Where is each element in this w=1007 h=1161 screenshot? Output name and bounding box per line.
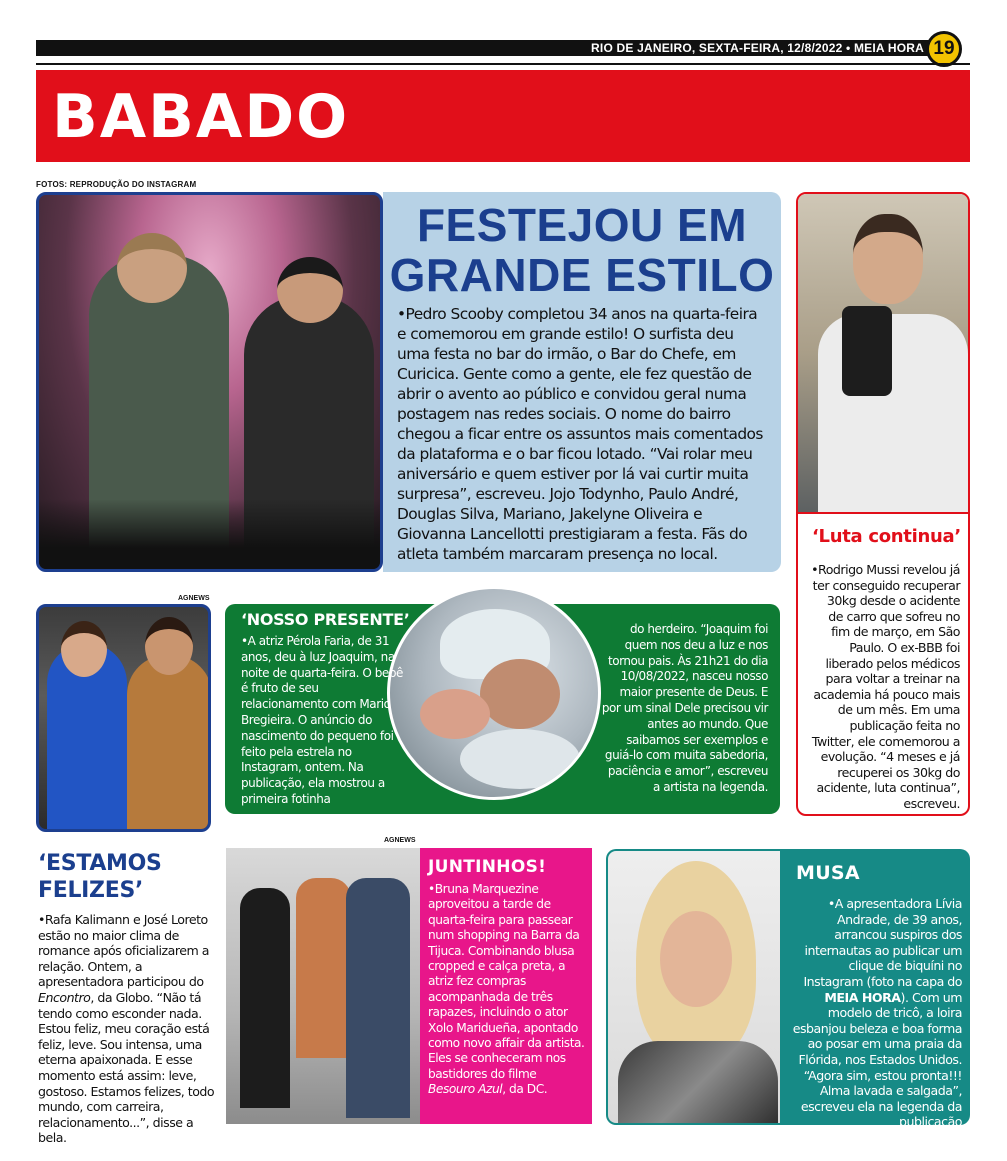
main-story-photo xyxy=(36,192,383,572)
juntinhos-body xyxy=(428,882,586,1098)
estamos-body-part2: , da Globo. “Não tá tendo como esconder nada. Estou feliz, meu coração está feliz, leve. Sou intensa, uma eterna apaixonada. E esse momento está assim: leve, gostoso. Estamos felizes, todo mundo, com carreira, relacionamento...”, disse a bela. xyxy=(38,989,215,1146)
baby-shape xyxy=(420,689,490,739)
musa-body-part2: ). Com um modelo de tricô, a loira esbanjou beleza e boa forma ao posar em uma praia da Flórida, nos Estados Unidos. “Agora sim, estou pronta!!! Alma lavada e salgada”, escreveu ela na legenda da publicação xyxy=(792,989,962,1130)
nosso-presente-body-right: do herdeiro. “Joaquim foi quem nos deu a luz e nos tornou pais. Às 21h21 do dia 10/08/2022, nasceu nosso maior presente de Deus. E por um sinal Dele precisou vir antes ao mundo. Que saibamos ser exemplos e guiá-lo com muita sabedoria, paciência e amor”, escreveu a artista na legenda. xyxy=(601,622,768,794)
phone-shape xyxy=(842,306,892,396)
crowd-silhouette xyxy=(39,499,380,569)
section-title: BABADO xyxy=(52,82,350,152)
luta-divider xyxy=(796,512,970,514)
couple-photo xyxy=(36,604,211,832)
estamos-body-part1: •Rafa Kalimann e José Loreto estão no maior clima de romance após oficializarem a relação. Ontem, a apresentadora participou do xyxy=(38,912,209,990)
tank-top-shape xyxy=(818,314,968,512)
estamos-title: ‘ESTAMOS FELIZES’ xyxy=(38,851,162,903)
mother-cap-shape xyxy=(460,729,580,789)
juntinhos-body-italic: Besouro Azul xyxy=(428,1082,503,1097)
juntinhos-body-part2: , da DC. xyxy=(502,1082,548,1097)
sequin-dress-shape xyxy=(618,1041,778,1123)
musa-portrait-photo xyxy=(608,851,780,1123)
photo-credit: FOTOS: REPRODUÇÃO DO INSTAGRAM xyxy=(36,180,197,189)
mall-photo xyxy=(226,848,420,1124)
father-face-shape xyxy=(480,659,560,729)
estamos-body xyxy=(38,912,216,1146)
performer-one-head xyxy=(117,233,187,303)
dateline-bar xyxy=(36,40,932,56)
musa-body-part1: •A apresentadora Lívia Andrade, de 39 anos, arrancou suspiros dos internautas ao publicar um clique de biquíni no Instagram (foto na capa do xyxy=(803,896,962,989)
man-figure xyxy=(127,655,211,832)
mirror-selfie-photo xyxy=(798,194,968,512)
page-number-badge: 19 xyxy=(926,31,962,67)
header-rule xyxy=(36,63,970,65)
nosso-presente-title: ‘NOSSO PRESENTE’ xyxy=(241,610,410,629)
man-head xyxy=(145,617,193,675)
man-orange-figure xyxy=(296,878,351,1058)
juntinhos-body-part1: •Bruna Marquezine aproveitou a tarde de quarta-feira para passear num shopping na Barra da Tijuca. Combinando blusa cropped e calça preta, a atriz fez compras acompanhada de três rapazes, incluindo o ator Xolo Maridueña, apontado como novo affair da artista. Eles se conheceram nos bastidores do filme xyxy=(428,882,585,1081)
musa-face-shape xyxy=(660,911,732,1007)
dateline: RIO DE JANEIRO, SEXTA-FEIRA, 12/8/2022 • MEIA HORA xyxy=(591,41,924,55)
nosso-presente-body-left: •A atriz Pérola Faria, de 31 anos, deu à luz Joaquim, na noite de quarta-feira. O bebê é fruto de seu relacionamento com Mario Bregieira. O anúncio do nascimento do pequeno foi feito pela estrela no Instagram, ontem. Na publicação, ela mostrou a primeira fotinha xyxy=(241,634,403,806)
luta-title: ‘Luta continua’ xyxy=(812,526,961,547)
main-headline: FESTEJOU EM GRANDE ESTILO xyxy=(389,199,775,301)
newborn-circle-photo xyxy=(387,586,601,800)
estamos-body-italic: Encontro xyxy=(38,989,91,1005)
musa-body xyxy=(792,896,962,1130)
man-head-shape xyxy=(853,214,923,304)
main-story-body: •Pedro Scooby completou 34 anos na quarta-feira e comemorou em grande estilo! O surfista deu uma festa no bar do irmão, o Bar do Chefe, em Curicica. Gente como a gente, ele fez questão de abrir o avento ao público e convidou geral numa postagem nas redes sociais. O nome do bairro chegou a ficar entre os assuntos mais comentados da plataforma e o bar ficou lotado. “Vai rolar meu aniversário e quem estiver por lá vai curtir muita surpresa”, escreveu. Jojo Todynho, Paulo André, Douglas Silva, Mariano, Jakelyne Oliveira e Giovanna Lancellotti prestigiaram a festa. Fãs do atleta também marcaram presença no local. xyxy=(397,305,763,563)
woman-black-outfit-figure xyxy=(240,888,290,1108)
couple-photo-credit: AGNEWS xyxy=(178,595,210,602)
mall-photo-credit: AGNEWS xyxy=(384,837,416,844)
luta-body: •Rodrigo Mussi revelou já ter conseguido recuperar 30kg desde o acidente de carro que sofreu no fim de março, em São Paulo. O ex-BBB foi liberado pelos médicos para voltar a treinar na academia há pouco mais de um mês. Em uma publicação feita no Twitter, ele comemorou a evolução. “4 meses e já recuperei os 30kg do acidente, luta continua”, escreveu. xyxy=(811,562,960,811)
musa-title: MUSA xyxy=(796,862,860,884)
musa-body-bold: MEIA HORA xyxy=(824,989,901,1005)
performer-two-head xyxy=(277,257,343,323)
juntinhos-title: JUNTINHOS! xyxy=(428,857,547,877)
woman-head xyxy=(61,621,107,677)
man-jeans-figure xyxy=(346,878,410,1118)
